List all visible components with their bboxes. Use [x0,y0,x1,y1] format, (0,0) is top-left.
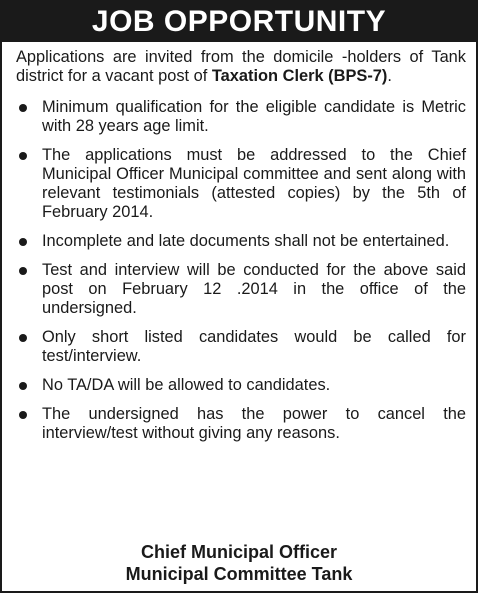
list-item-text: The undersigned has the power to cancel the interview/test without giving any reasons. [42,405,466,442]
intro-paragraph [16,48,466,86]
post-title: Taxation Clerk (BPS-7) [211,67,388,85]
list-item [16,98,466,136]
list-item [16,376,466,395]
bullet-icon [19,152,27,160]
list-item [16,405,466,443]
signature-line-committee: Municipal Committee Tank [125,564,353,584]
list-item-text: Minimum qualification for the eligible candidate is Metric with 28 years age limit. [42,98,466,135]
list-item-text: No TA/DA will be allowed to candidates. [42,376,331,394]
list-item-text: Test and interview will be conducted for the above said post on February 12 .2014 in the office of the undersigned. [42,261,466,317]
list-item [16,232,466,251]
requirements-list [16,98,466,443]
bullet-icon [19,104,27,112]
signature-block [2,541,476,585]
signature-line-officer: Chief Municipal Officer [140,542,338,562]
ad-title: JOB OPPORTUNITY [91,5,387,38]
bullet-icon [19,411,27,419]
list-item [16,261,466,318]
list-item-text: Only short listed candidates would be called for test/interview. [42,328,466,365]
list-item-text: The applications must be addressed to the Chief Municipal Officer Municipal committee and sent along with relevant testimonials (attested copies) by the 5th of February 2014. [42,146,466,221]
bullet-icon [19,334,27,342]
intro-end: . [387,67,392,85]
ad-header [2,2,476,42]
bullet-icon [19,382,27,390]
intro-text: Applications are invited from the domicile -holders of Tank district for a vacant post of [16,48,466,85]
bullet-icon [19,238,27,246]
list-item-text: Incomplete and late documents shall not be entertained. [42,232,450,250]
ad-content [2,42,476,443]
list-item [16,146,466,222]
list-item [16,328,466,366]
bullet-icon [19,267,27,275]
